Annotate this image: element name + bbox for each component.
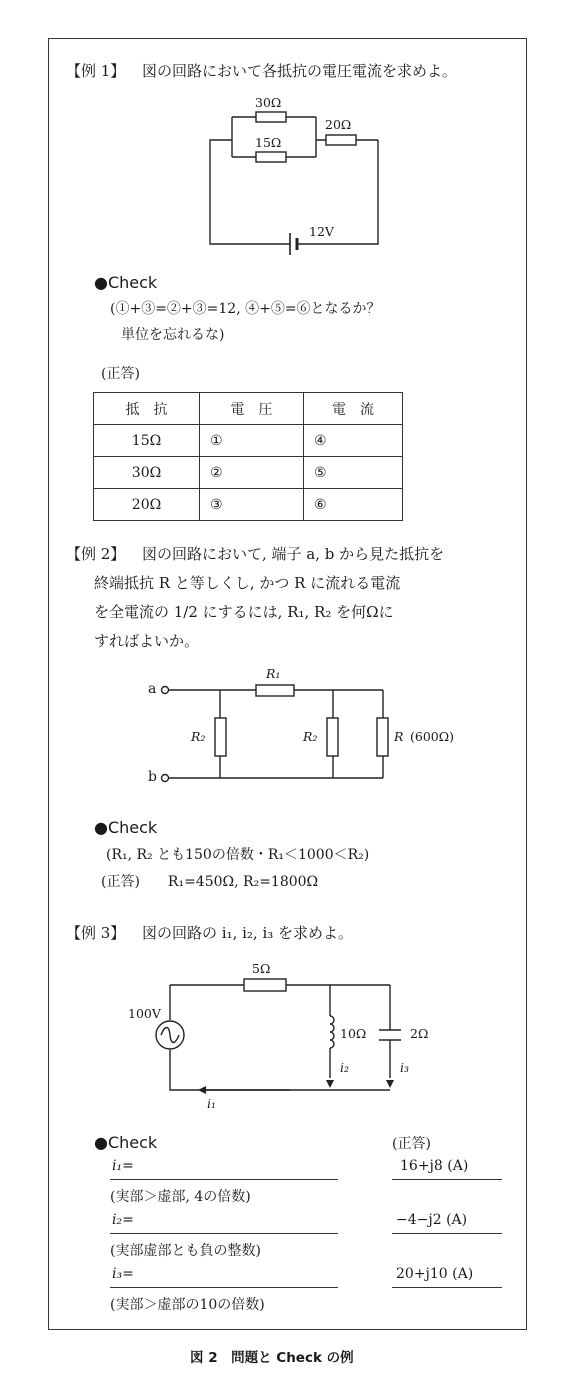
- table-cell: 30Ω: [94, 457, 200, 489]
- ex1-question: 図の回路において各抵抗の電圧電流を求めよ。: [142, 62, 458, 80]
- ex2-r1-label: R₁: [266, 666, 281, 681]
- ex1-r3-label: 20Ω: [325, 117, 352, 132]
- ex3-item-hint: (実部＞虚部, 4の倍数): [110, 1189, 251, 1205]
- ex3-item-var: i₁=: [112, 1158, 134, 1174]
- ex1-check-line1: (①+③=②+③=12, ④+⑤=⑥となるか？: [110, 301, 381, 317]
- ex2-terminal-b: b: [148, 769, 157, 785]
- table-cell: ②: [200, 457, 304, 489]
- table-header: 電 圧: [200, 393, 304, 425]
- answer-underline: [110, 1179, 338, 1180]
- ex2-r2-label: R₂: [191, 729, 206, 744]
- ex2-question-line: 終端抵抗 R と等しくし, かつ R に流れる電流: [94, 574, 401, 592]
- ex1-check-line2: 単位を忘れるな): [121, 327, 225, 343]
- answer-underline: [392, 1287, 502, 1288]
- table-cell: ④: [304, 425, 403, 457]
- table-header: 電 流: [304, 393, 403, 425]
- figure-caption: 図 2 問題と Check の例: [190, 1350, 354, 1366]
- ex2-terminal-a: a: [148, 681, 157, 697]
- ex3-item-answer: −4−j2 (A): [396, 1212, 468, 1228]
- ex1-answer-label: (正答): [101, 366, 140, 382]
- answer-underline: [392, 1179, 502, 1180]
- ex1-r2-label: 15Ω: [255, 135, 282, 150]
- ex3-item-answer: 16+j8 (A): [400, 1158, 469, 1174]
- ex3-label: 【例 3】: [66, 924, 126, 942]
- ex3-item-hint: (実部＞虚部の10の倍数): [110, 1297, 265, 1313]
- table-cell: ①: [200, 425, 304, 457]
- table-header: 抵 抗: [94, 393, 200, 425]
- table-cell: 20Ω: [94, 489, 200, 521]
- ex2-question-line: を全電流の 1/2 にするには, R₁, R₂ を何Ωに: [94, 603, 394, 621]
- ex1-source-label: 12V: [309, 224, 334, 239]
- ex2-check-title: ●Check: [94, 818, 158, 837]
- table-row: [94, 425, 403, 457]
- ex3-i1-label: i₁: [207, 1096, 217, 1111]
- ex3-item-var: i₃=: [112, 1266, 134, 1282]
- ex3-answer-label: (正答): [392, 1136, 431, 1152]
- ex3-resistor-label: 5Ω: [252, 961, 271, 976]
- ex1-r1-label: 30Ω: [255, 95, 282, 110]
- ex2-question-line: 図の回路において, 端子 a, b から見た抵抗を: [142, 545, 445, 563]
- ex3-check-title: ●Check: [94, 1133, 158, 1152]
- ex3-i2-label: i₂: [340, 1060, 350, 1075]
- table-cell: 15Ω: [94, 425, 200, 457]
- ex1-check-title: ●Check: [94, 273, 158, 292]
- answer-underline: [392, 1233, 502, 1234]
- ex3-source-label: 100V: [128, 1006, 161, 1021]
- ex2-answer-line: (正答) R₁=450Ω, R₂=1800Ω: [101, 874, 319, 890]
- ex2-r2-label: R₂: [303, 729, 318, 744]
- ex3-inductor-label: 10Ω: [340, 1026, 367, 1041]
- ex3-item-var: i₂=: [112, 1212, 134, 1228]
- ex3-item-answer: 20+j10 (A): [396, 1266, 474, 1282]
- ex2-r-value: (600Ω): [410, 729, 454, 744]
- table-row: [94, 489, 403, 521]
- table-row: [94, 457, 403, 489]
- ex1-answer-table: [93, 392, 403, 521]
- ex2-check-line: (R₁, R₂ とも150の倍数・R₁＜1000＜R₂): [106, 847, 370, 863]
- ex2-label: 【例 2】: [66, 545, 126, 563]
- answer-underline: [110, 1287, 338, 1288]
- ex2-r-label: R: [394, 729, 404, 744]
- ex3-item-hint: (実部虚部とも負の整数): [110, 1243, 261, 1259]
- table-cell: ⑥: [304, 489, 403, 521]
- ex2-question-line: すればよいか。: [94, 632, 200, 650]
- ex1-label: 【例 1】: [66, 62, 126, 80]
- ex3-i3-label: i₃: [400, 1060, 410, 1075]
- ex3-capacitor-label: 2Ω: [410, 1026, 429, 1041]
- table-header-row: [94, 393, 403, 425]
- table-cell: ③: [200, 489, 304, 521]
- ex1-circuit: [210, 112, 378, 255]
- table-cell: ⑤: [304, 457, 403, 489]
- answer-underline: [110, 1233, 338, 1234]
- ex3-question: 図の回路の i₁, i₂, i₃ を求めよ。: [142, 924, 354, 942]
